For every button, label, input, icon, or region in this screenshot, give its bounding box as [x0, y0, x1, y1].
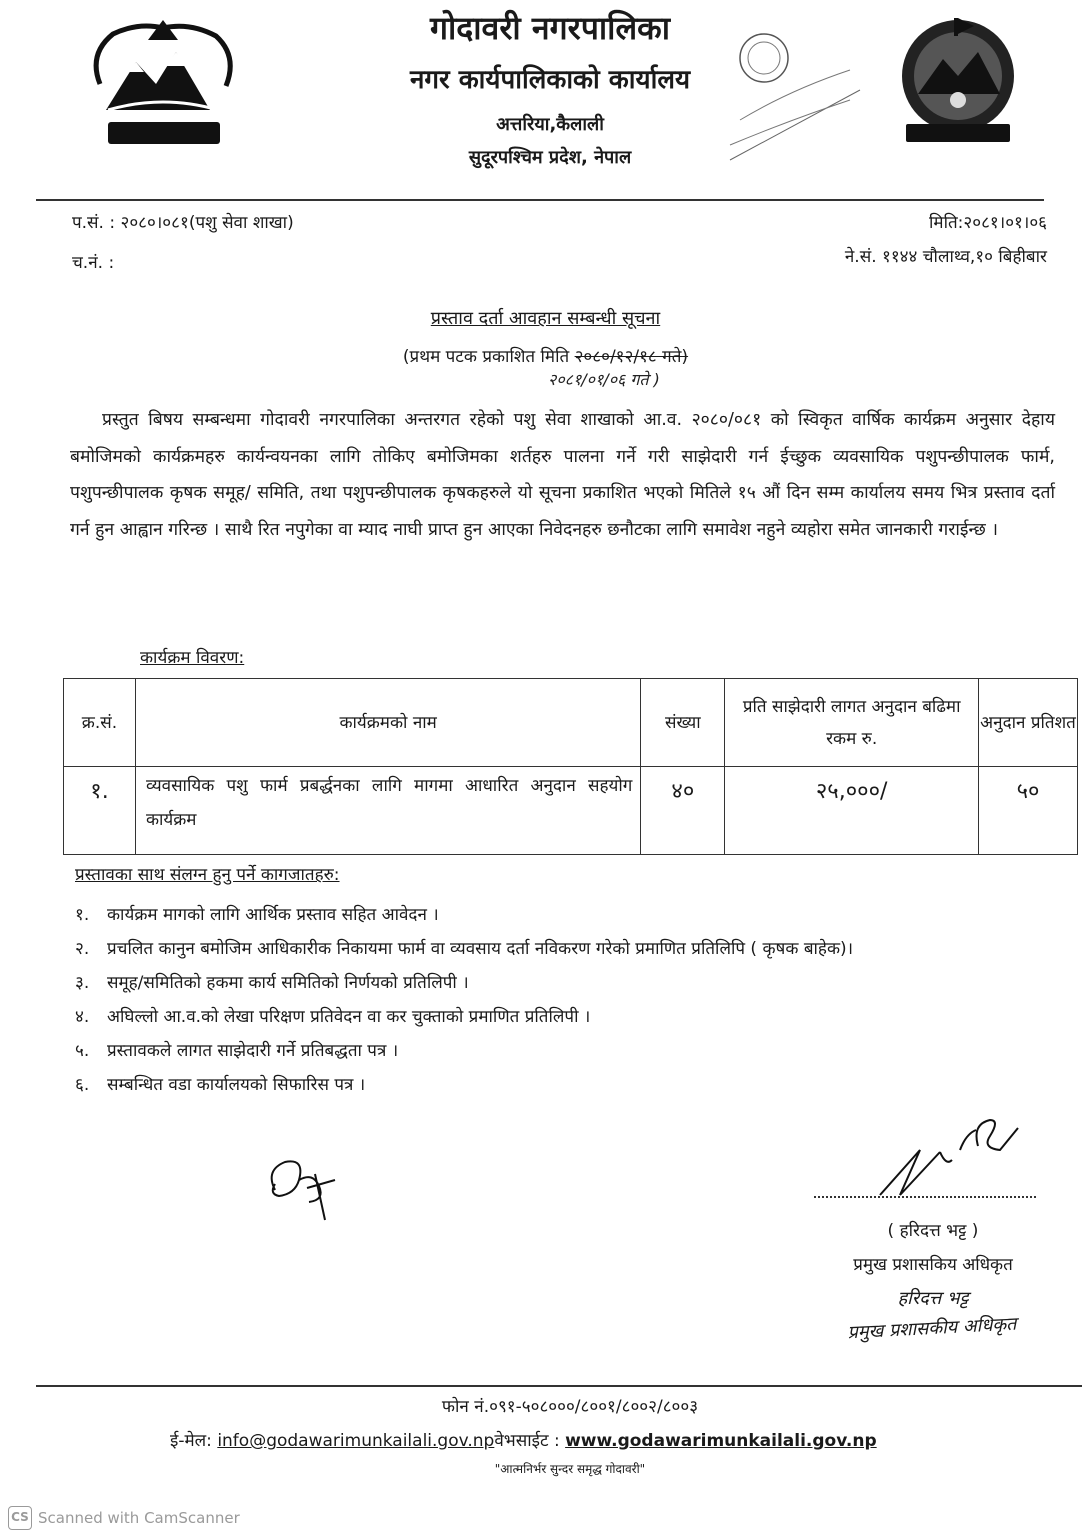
- dispatch-number: च.नं. :: [72, 253, 115, 273]
- website-label: वेभसाईट :: [494, 1431, 560, 1451]
- first-published-struck: २०८०/१२/१८ गते): [574, 347, 689, 367]
- stamp-name: हरिदत्त भट्ट: [897, 1288, 969, 1309]
- first-published-line: [0, 344, 1091, 367]
- list-item: ४. अघिल्लो आ.व.को लेखा परिक्षण प्रतिवेदन वा कर चुक्ताको प्रमाणित प्रतिलिपी ।: [75, 1007, 591, 1027]
- footer-divider: [36, 1385, 1082, 1387]
- nepal-sambat-date: ने.सं. ११४४ चौलाथ्व,१० बिहीबार: [844, 247, 1047, 267]
- address-city: अत्तरिया,कैलाली: [496, 114, 604, 135]
- footer-contact: [170, 1428, 877, 1451]
- col-header-name: कार्यक्रमको नाम: [135, 679, 640, 767]
- email-link[interactable]: info@godawarimunkailali.gov.np: [217, 1431, 495, 1451]
- municipality-title: गोदावरी नगरपालिका: [429, 9, 671, 47]
- footer-slogan: "आत्मनिर्भर सुन्दर समृद्ध गोदावरी": [494, 1462, 646, 1476]
- col-header-count: संख्या: [641, 679, 725, 767]
- notice-body: प्रस्तुत बिषय सम्बन्धमा गोदावरी नगरपालिका अन्तरगत रहेको पशु सेवा शाखाको आ.व. २०८०/०८१ को स्विकृत वार्षिक कार्यक्रम अनुसार देहाय बमोजिमको कार्यक्रमहरु कार्यन्वयनका लागि तोकिए बमोजिमका शर्तहरु पालना गर्ने गरी साझेदारी गर्न ईच्छुक व्यवसायिक पशुपन्छीपालक फार्म, पशुपन्छीपालक कृषक समूह/ समिति, तथा पशुपन्छीपालक कृषकहरुले यो सूचना प्रकाशित भएको मितिले १५ औं दिन सम्म कार्यालय समय भित्र प्रस्ताव दर्ता गर्न हुन आह्वान गरिन्छ । साथै रित नपुगेका वा म्याद नाघी प्राप्त हुन आएका निवेदनहरु छनौटका लागि समावेश नहुने व्यहोरा समेत जानकारी गराईन्छ ।: [70, 410, 1055, 540]
- cell-count: ४०: [641, 767, 725, 855]
- header-divider: [36, 199, 1044, 201]
- handwritten-correction: २०८१/०१/०६ गते ): [548, 370, 660, 389]
- camscanner-icon: CS: [8, 1506, 32, 1530]
- first-published-label: (प्रथम पटक प्रकाशित मिति: [402, 347, 570, 367]
- notice-title: प्रस्ताव दर्ता आवहान सम्बन्धी सूचना: [430, 308, 661, 329]
- signatory-name: ( हरिदत्त भट्ट ): [887, 1221, 979, 1241]
- program-heading: कार्यक्रम विवरण:: [140, 648, 245, 668]
- program-table: [63, 678, 1078, 855]
- list-item: ६. सम्बन्धित वडा कार्यालयको सिफारिस पत्र ।: [75, 1075, 366, 1095]
- cell-program-name: व्यवसायिक पशु फार्म प्रबर्द्धनका लागि मागमा आधारित अनुदान सहयोग कार्यक्रम: [135, 767, 640, 855]
- col-header-sn: क्र.सं.: [64, 679, 136, 767]
- reference-number: प.सं. : २०८०।०८१(पशु सेवा शाखा): [72, 213, 294, 233]
- scanner-label: Scanned with CamScanner: [38, 1509, 240, 1527]
- documents-list: [75, 898, 1060, 1102]
- stamp-title: प्रमुख प्रशासकीय अधिकृत: [847, 1313, 1017, 1344]
- list-item: ५. प्रस्तावकले लागत साझेदारी गर्ने प्रतिबद्धता पत्र ।: [75, 1041, 399, 1061]
- list-item: ३. समूह/समितिको हकमा कार्य समितिको निर्णयको प्रतिलिपी ।: [75, 973, 469, 993]
- signatory-title: प्रमुख प्रशासकिय अधिकृत: [853, 1255, 1013, 1275]
- address-province: सुदूरपश्चिम प्रदेश, नेपाल: [468, 147, 632, 168]
- col-header-percent: अनुदान प्रतिशत: [979, 679, 1078, 767]
- scanner-watermark: [8, 1506, 240, 1530]
- footer-phone: फोन नं.०९१-५०८०००/८००१/८००२/८००३: [441, 1397, 699, 1417]
- signature-line: [814, 1196, 1036, 1198]
- email-label: ई-मेल:: [170, 1431, 212, 1451]
- website-link[interactable]: www.godawarimunkailali.gov.np: [565, 1431, 877, 1451]
- cell-amount: २५,०००/: [725, 767, 979, 855]
- documents-heading: प्रस्तावका साथ संलग्न हुनु पर्ने कागजातहरु:: [75, 865, 340, 885]
- office-stamp: [700, 30, 870, 180]
- table-row: [64, 767, 1078, 855]
- col-header-amount: प्रति साझेदारी लागत अनुदान बढिमा रकम रु.: [725, 679, 979, 767]
- cell-percent: ५०: [979, 767, 1078, 855]
- office-subtitle: नगर कार्यपालिकाको कार्यालय: [409, 65, 691, 95]
- handwritten-signature: [850, 1110, 1030, 1200]
- list-item: २. प्रचलित कानुन बमोजिम आधिकारीक निकायमा फार्म वा व्यवसाय दर्ता नविकरण गरेको प्रमाणित प्रतिलिपि ( कृषक बाहेक)।: [75, 939, 854, 959]
- nepal-government-emblem: [78, 14, 248, 154]
- table-header-row: [64, 679, 1078, 767]
- handwritten-initial: [255, 1150, 345, 1230]
- list-item: १. कार्यक्रम मागको लागि आर्थिक प्रस्ताव सहित आवेदन ।: [75, 905, 439, 925]
- municipality-logo: [888, 14, 1028, 146]
- date: मिति:२०८१।०१।०६: [929, 213, 1047, 233]
- cell-sn: १.: [64, 767, 136, 855]
